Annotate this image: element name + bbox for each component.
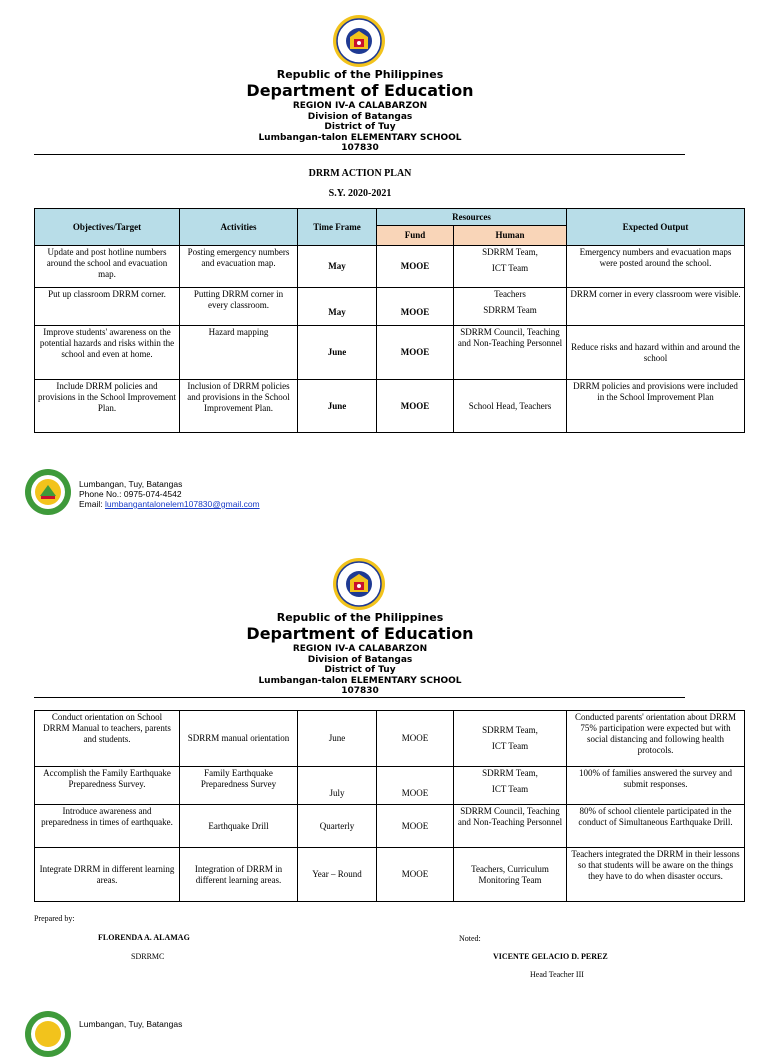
time-cell: May (298, 246, 377, 288)
table-row (35, 288, 745, 326)
fund-cell: MOOE (377, 380, 454, 433)
department-title: Department of Education (246, 624, 474, 643)
human-line: ICT Team (491, 263, 529, 273)
header-expected-output: Expected Output (567, 209, 745, 246)
output-cell: Conducted parents' orientation about DRRM 75% participation were expected but with social distancing and following health protocols. (567, 711, 745, 767)
time-cell: June (298, 326, 377, 380)
region-text: REGION IV-A CALABARZON (292, 644, 428, 654)
time-cell: June (298, 380, 377, 433)
activity-cell: Posting emergency numbers and evacuation map. (180, 246, 298, 288)
district-text: District of Tuy (324, 122, 396, 132)
action-plan-table (34, 208, 745, 433)
output-cell: Reduce risks and hazard within and around the school (567, 326, 745, 380)
table-row (35, 326, 745, 380)
table-row (35, 711, 745, 767)
human-cell: Teachers, Curriculum Monitoring Team (454, 848, 567, 902)
deped-seal-icon (332, 14, 386, 68)
footer-phone: Phone No.: 0975-074-4542 (79, 489, 182, 499)
school-year: S.Y. 2020-2021 (328, 188, 392, 199)
header-divider (34, 697, 685, 698)
activity-cell: Hazard mapping (180, 326, 298, 380)
output-cell: Teachers integrated the DRRM in their lessons so that students will be aware on the things they have to do when disaster occurs. (567, 848, 745, 902)
human-line: SDRRM Team (483, 305, 537, 315)
time-cell: May (298, 288, 377, 326)
school-logo-icon (24, 1010, 72, 1058)
objective-cell: Accomplish the Family Earthquake Preparedness Survey. (35, 767, 180, 805)
activity-cell: Inclusion of DRRM policies and provisions in the School Improvement Plan. (180, 380, 298, 433)
time-cell: Quarterly (298, 805, 377, 848)
human-cell (454, 767, 567, 805)
table-row (35, 805, 745, 848)
time-cell: July (298, 767, 377, 805)
fund-cell: MOOE (377, 767, 454, 805)
human-cell (454, 288, 567, 326)
human-cell (454, 711, 567, 767)
footer-address: Lumbangan, Tuy, Batangas (79, 479, 183, 489)
prepared-by-role: SDRRMC (131, 952, 165, 961)
header-resources: Resources (377, 209, 567, 226)
objective-cell: Integrate DRRM in different learning areas. (35, 848, 180, 902)
activity-cell: SDRRM manual orientation (180, 711, 298, 767)
school-id: 107830 (341, 686, 379, 696)
republic-text: Republic of the Philippines (276, 68, 444, 81)
deped-seal-icon (332, 557, 386, 611)
school-logo-icon (24, 468, 72, 516)
prepared-by-label: Prepared by: (34, 914, 75, 923)
output-cell: DRRM policies and provisions were included in the School Improvement Plan (567, 380, 745, 433)
prepared-by-name: FLORENDA A. ALAMAG (98, 933, 190, 942)
output-cell: 100% of families answered the survey and submit responses. (567, 767, 745, 805)
table-row (35, 848, 745, 902)
human-line: Teachers (494, 289, 526, 299)
action-plan-table-continued (34, 710, 745, 902)
human-line: ICT Team (491, 784, 529, 794)
human-line: SDRRM Team, (482, 725, 538, 735)
activity-cell: Integration of DRRM in different learning areas. (180, 848, 298, 902)
region-text: REGION IV-A CALABARZON (292, 101, 428, 111)
school-name: Lumbangan-talon ELEMENTARY SCHOOL (258, 132, 462, 143)
fund-cell: MOOE (377, 805, 454, 848)
republic-text: Republic of the Philippines (276, 611, 444, 624)
noted-label: Noted: (459, 934, 481, 943)
header-fund: Fund (377, 226, 454, 246)
noted-by-name: VICENTE GELACIO D. PEREZ (493, 952, 608, 961)
district-text: District of Tuy (324, 665, 396, 675)
human-line: ICT Team (491, 741, 529, 751)
human-cell: School Head, Teachers (454, 380, 567, 433)
header-objectives: Objectives/Target (35, 209, 180, 246)
department-title: Department of Education (246, 81, 474, 100)
table-row (35, 767, 745, 805)
fund-cell: MOOE (377, 326, 454, 380)
footer-email-label: Email: (79, 499, 105, 509)
fund-cell: MOOE (377, 711, 454, 767)
fund-cell: MOOE (377, 246, 454, 288)
human-line: SDRRM Team, (482, 768, 538, 778)
objective-cell: Put up classroom DRRM corner. (35, 288, 180, 326)
objective-cell: Conduct orientation on School DRRM Manual to teachers, parents and students. (35, 711, 180, 767)
objective-cell: Update and post hotline numbers around the school and evacuation map. (35, 246, 180, 288)
output-cell: Emergency numbers and evacuation maps were posted around the school. (567, 246, 745, 288)
objective-cell: Include DRRM policies and provisions in the School Improvement Plan. (35, 380, 180, 433)
footer-address-cutoff: Lumbangan, Tuy, Batangas (79, 1019, 183, 1029)
output-cell: 80% of school clientele participated in the conduct of Simultaneous Earthquake Drill. (567, 805, 745, 848)
human-cell (454, 246, 567, 288)
table-row (35, 246, 745, 288)
human-cell: SDRRM Council, Teaching and Non-Teaching Personnel (454, 326, 567, 380)
human-line: SDRRM Team, (482, 247, 538, 257)
table-row (35, 380, 745, 433)
output-cell: DRRM corner in every classroom were visible. (567, 288, 745, 326)
human-cell: SDRRM Council, Teaching and Non-Teaching Personnel (454, 805, 567, 848)
footer-email-line (79, 499, 260, 509)
division-text: Division of Batangas (307, 111, 413, 122)
header-human: Human (454, 226, 567, 246)
fund-cell: MOOE (377, 848, 454, 902)
activity-cell: Earthquake Drill (180, 805, 298, 848)
division-text: Division of Batangas (307, 654, 413, 665)
fund-cell: MOOE (377, 288, 454, 326)
time-cell: June (298, 711, 377, 767)
objective-cell: Introduce awareness and preparedness in times of earthquake. (35, 805, 180, 848)
header-time-frame: Time Frame (298, 209, 377, 246)
time-cell: Year – Round (298, 848, 377, 902)
header-divider (34, 154, 685, 155)
footer-contact (79, 479, 260, 509)
activity-cell: Family Earthquake Preparedness Survey (180, 767, 298, 805)
activity-cell: Putting DRRM corner in every classroom. (180, 288, 298, 326)
school-name: Lumbangan-talon ELEMENTARY SCHOOL (258, 675, 462, 686)
noted-by-role: Head Teacher III (530, 970, 584, 979)
header-activities: Activities (180, 209, 298, 246)
footer-email-link[interactable]: lumbangantalonelem107830@gmail.com (104, 499, 260, 509)
school-id: 107830 (341, 143, 379, 153)
plan-title: DRRM ACTION PLAN (308, 168, 412, 179)
objective-cell: Improve students' awareness on the potential hazards and risks within the school and even at home. (35, 326, 180, 380)
